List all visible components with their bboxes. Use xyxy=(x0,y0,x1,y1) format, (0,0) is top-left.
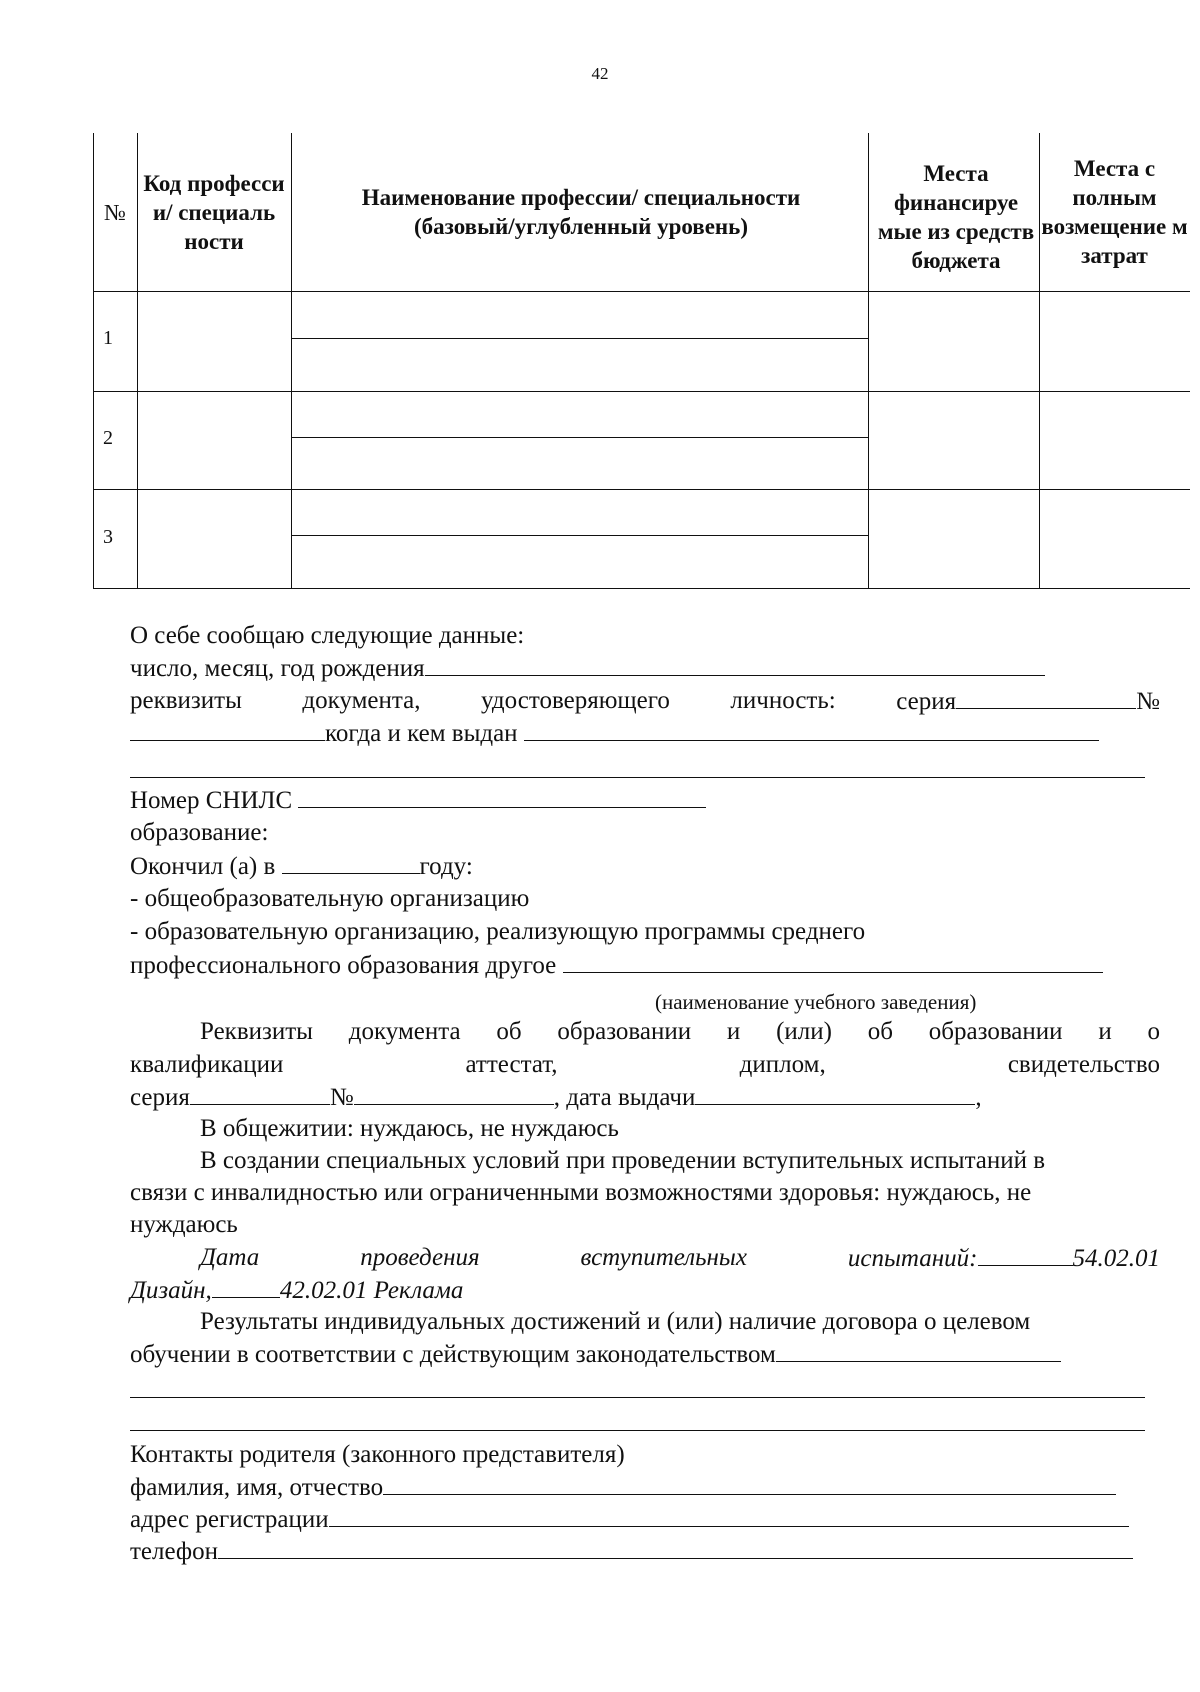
special-conditions-line-3: нуждаюсь xyxy=(130,1211,238,1238)
birth-line xyxy=(130,653,1045,684)
edu-doc-word: образовании xyxy=(557,1018,692,1045)
issue-date-field[interactable] xyxy=(695,1082,975,1105)
specialties-table xyxy=(93,133,1190,589)
edu-doc-word: образовании xyxy=(928,1018,1063,1045)
year-label: году: xyxy=(419,853,473,880)
exam-design-label: Дизайн, xyxy=(130,1277,212,1304)
table-col-divider xyxy=(291,133,292,589)
edu-series-label: серия xyxy=(130,1084,190,1111)
results-field-cont-2[interactable] xyxy=(130,1430,1145,1431)
header-name: Наименование профессии/ специальности (базовый/углубленный уровень) xyxy=(361,185,801,239)
table-header-rule xyxy=(93,291,1190,292)
parent-phone-label: телефон xyxy=(130,1538,218,1565)
institution-field[interactable] xyxy=(563,950,1103,973)
institution-caption: (наименование учебного заведения) xyxy=(655,990,977,1014)
parent-address-field[interactable] xyxy=(329,1504,1129,1527)
parent-phone-field[interactable] xyxy=(218,1536,1133,1559)
edu-number-label: № xyxy=(329,1084,354,1111)
header-number: № xyxy=(104,199,126,225)
other-label: профессионального образования другое xyxy=(130,952,557,979)
issue-date-comma: , xyxy=(975,1084,982,1111)
edu-doc-word: об xyxy=(496,1018,522,1045)
id-series-label: серия xyxy=(896,688,957,715)
edu-doc-word: и xyxy=(726,1018,741,1045)
results-field[interactable] xyxy=(776,1339,1061,1362)
snils-line xyxy=(130,785,706,816)
qualification-line xyxy=(130,1050,1160,1080)
results-label: обучении в соответствии с действующим законодательством xyxy=(130,1341,776,1368)
header-budget: Места финансируе мые из средств бюджета xyxy=(877,161,1035,273)
intro-line: О себе сообщаю следующие данные: xyxy=(130,622,525,649)
qual-word: диплом, xyxy=(739,1051,826,1078)
header-code: Код професси и/ специаль ности xyxy=(143,170,285,254)
dorm-line: В общежитии: нуждаюсь, не нуждаюсь xyxy=(200,1115,619,1142)
exam-code-advert: 42.02.01 Реклама xyxy=(279,1277,464,1304)
issued-by-field[interactable] xyxy=(524,718,1099,741)
special-conditions-line-2: связи с инвалидностью или ограниченными возможностями здоровья: нуждаюсь, не xyxy=(130,1179,1032,1206)
issued-by-field-cont[interactable] xyxy=(130,777,1145,778)
parent-name-label: фамилия, имя, отчество xyxy=(130,1474,384,1501)
parent-contacts-title: Контакты родителя (законного представителя) xyxy=(130,1441,625,1468)
id-doc-word: личность: xyxy=(730,687,836,714)
issued-line xyxy=(130,718,1099,749)
parent-address-line xyxy=(130,1504,1129,1535)
birth-date-field[interactable] xyxy=(425,653,1045,676)
general-org-option: - общеобразовательную организацию xyxy=(130,885,530,912)
issue-date-label: , дата выдачи xyxy=(553,1084,696,1111)
parent-phone-line xyxy=(130,1536,1133,1567)
edu-series-field[interactable] xyxy=(190,1082,330,1105)
table-row-rule xyxy=(93,391,1190,392)
exam-code-design: 54.02.01 xyxy=(1072,1245,1160,1272)
row-number-2: 2 xyxy=(103,427,113,449)
id-series-field[interactable] xyxy=(956,686,1136,709)
qual-word: свидетельство xyxy=(1007,1051,1160,1078)
id-doc-word: удостоверяющего xyxy=(481,687,670,714)
name-cell-rule xyxy=(291,535,868,536)
id-number-label: № xyxy=(1136,688,1160,715)
page-number: 42 xyxy=(591,64,609,83)
exam-word: вступительных xyxy=(580,1244,747,1271)
snils-label: Номер СНИЛС xyxy=(130,787,293,814)
id-doc-word: документа, xyxy=(302,687,421,714)
table-col-divider xyxy=(868,133,869,589)
results-line-2 xyxy=(130,1339,1061,1370)
parent-name-line xyxy=(130,1472,1116,1503)
birth-label: число, месяц, год рождения xyxy=(130,655,425,682)
graduation-year-field[interactable] xyxy=(282,851,420,874)
qual-word: аттестат, xyxy=(465,1051,558,1078)
name-cell-rule xyxy=(291,338,868,339)
id-document-line xyxy=(130,686,1160,717)
spo-org-option: - образовательную организацию, реализующую программы среднего xyxy=(130,918,866,945)
exam-word: Дата xyxy=(200,1244,260,1271)
education-label: образование: xyxy=(130,819,269,846)
graduated-line xyxy=(130,851,473,882)
header-paid: Места с полным возмещение м затрат xyxy=(1041,156,1188,268)
exam-date-line xyxy=(200,1243,1160,1274)
edu-doc-word: об xyxy=(867,1018,893,1045)
parent-name-field[interactable] xyxy=(383,1472,1116,1495)
results-field-cont-1[interactable] xyxy=(130,1397,1145,1398)
exam-word: проведения xyxy=(360,1244,480,1271)
edu-series-line xyxy=(130,1082,982,1113)
edu-doc-word: о xyxy=(1147,1018,1160,1045)
parent-address-label: адрес регистрации xyxy=(130,1506,329,1533)
edu-number-field[interactable] xyxy=(354,1082,554,1105)
other-line xyxy=(130,950,1103,981)
exam-date-field-1[interactable] xyxy=(978,1243,1073,1266)
qual-word: квалификации xyxy=(130,1051,284,1078)
id-number-field[interactable] xyxy=(130,718,325,741)
special-conditions-line-1: В создании специальных условий при проведении вступительных испытаний в xyxy=(200,1147,1046,1174)
results-line-1: Результаты индивидуальных достижений и (или) наличие договора о целевом xyxy=(200,1308,1031,1335)
edu-doc-word: (или) xyxy=(776,1018,832,1045)
id-doc-word: реквизиты xyxy=(130,687,242,714)
edu-doc-line xyxy=(200,1017,1160,1047)
exam-word: испытаний: xyxy=(847,1245,978,1272)
exam-design-line xyxy=(130,1275,463,1306)
edu-doc-word: Реквизиты xyxy=(200,1018,313,1045)
row-number-1: 1 xyxy=(103,327,113,349)
name-cell-rule xyxy=(291,437,868,438)
edu-doc-word: документа xyxy=(348,1018,461,1045)
table-bottom-rule xyxy=(93,588,1190,589)
table-row-rule xyxy=(93,489,1190,490)
edu-doc-word: и xyxy=(1098,1018,1112,1045)
issued-label: когда и кем выдан xyxy=(325,720,518,747)
snils-field[interactable] xyxy=(298,785,706,808)
exam-date-field-2[interactable] xyxy=(212,1275,280,1298)
row-number-3: 3 xyxy=(103,526,113,548)
graduated-label: Окончил (а) в xyxy=(130,853,276,880)
